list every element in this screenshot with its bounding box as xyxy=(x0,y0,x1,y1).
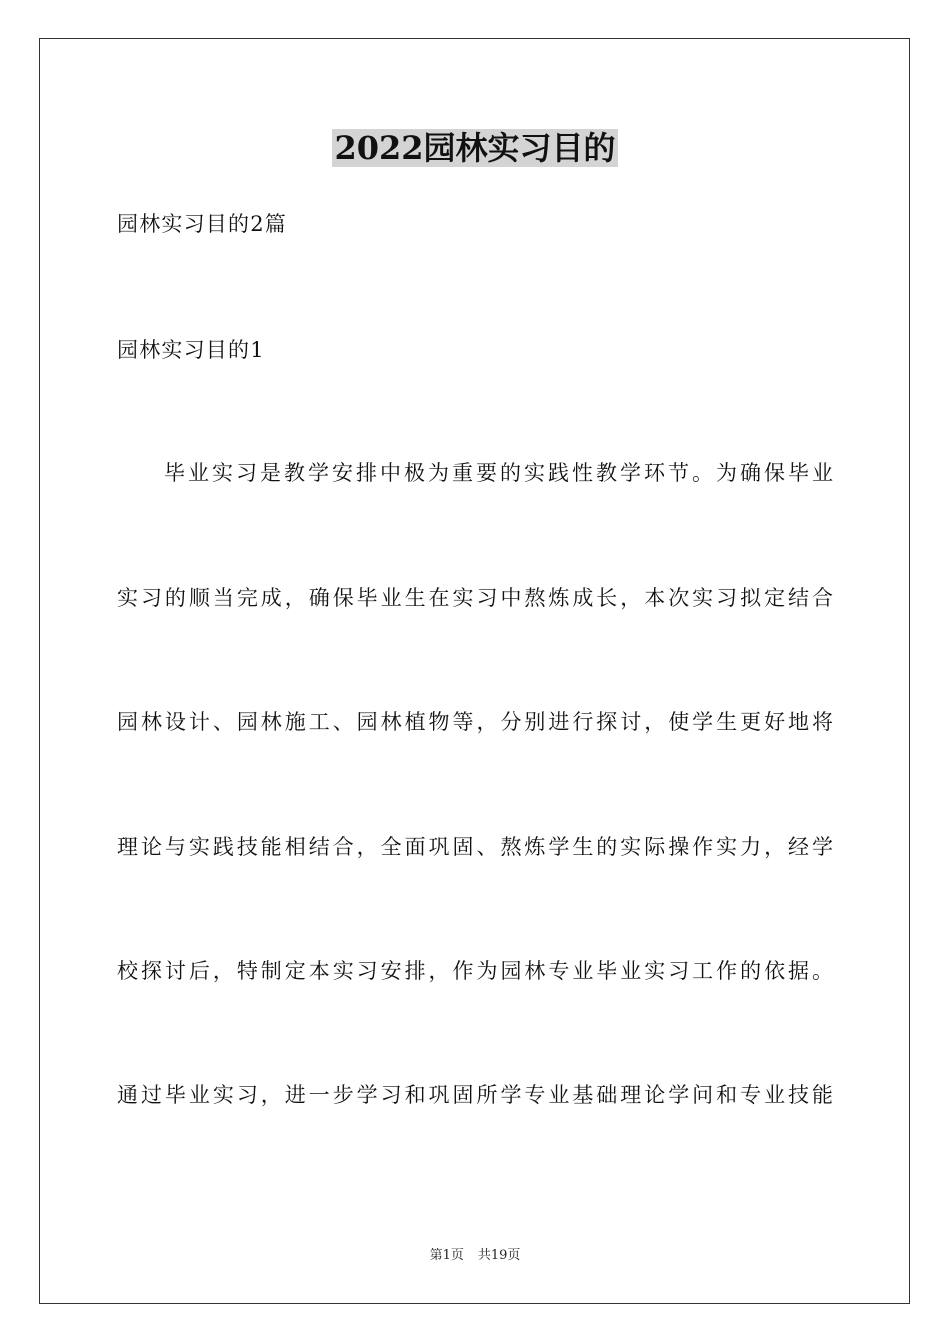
body-line-6: 通过毕业实习，进一步学习和巩固所学专业基础理论学问和专业技能 xyxy=(117,1083,833,1107)
page-title xyxy=(0,128,950,168)
body-line-1: 毕业实习是教学安排中极为重要的实践性教学环节。为确保毕业 xyxy=(164,461,833,485)
page-title-text: 2022园林实习目的 xyxy=(334,129,616,167)
page-number: 第1页 xyxy=(429,1248,464,1263)
subtitle: 园林实习目的2篇 xyxy=(117,212,287,236)
page-footer xyxy=(0,1247,950,1265)
page-total: 共19页 xyxy=(477,1248,521,1263)
body-line-5: 校探讨后，特制定本实习安排，作为园林专业毕业实习工作的依据。 xyxy=(117,959,833,983)
body-line-2: 实习的顺当完成，确保毕业生在实习中熬炼成长，本次实习拟定结合 xyxy=(117,586,833,610)
body-line-4: 理论与实践技能相结合，全面巩固、熬炼学生的实际操作实力，经学 xyxy=(117,835,833,859)
section-heading: 园林实习目的1 xyxy=(117,338,265,362)
body-line-3: 园林设计、园林施工、园林植物等，分别进行探讨，使学生更好地将 xyxy=(117,710,833,734)
